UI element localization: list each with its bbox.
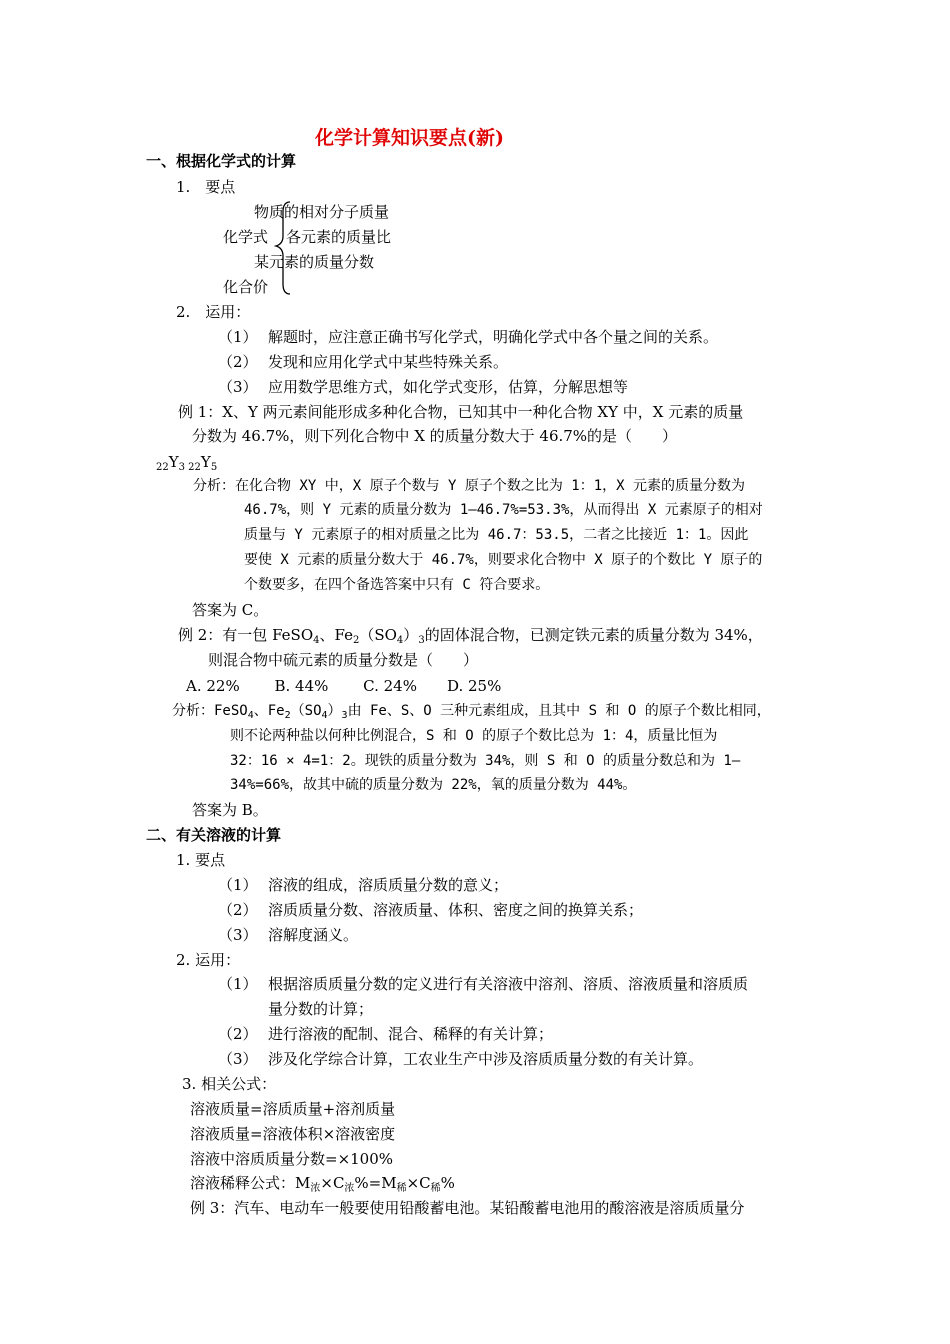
- usage-1-number: （1）: [218, 975, 258, 993]
- section-2-usage-label: 2. 运用：: [176, 951, 241, 969]
- section-2-heading: 二、有关溶液的计算: [146, 826, 282, 844]
- usage-2-number: （2）: [218, 1025, 258, 1043]
- brace-icon: [274, 200, 294, 296]
- point-2-number: （2）: [218, 901, 258, 919]
- example-1-line-1: 例 1：X、Y 两元素间能形成多种化合物，已知其中一种化合物 XY 中，X 元素的质量: [178, 403, 744, 421]
- point-3-text: 溶解度涵义。: [268, 926, 359, 944]
- diagram-left-valence: 化合价: [223, 278, 269, 296]
- diagram-left-formula: 化学式: [223, 228, 269, 246]
- diagram-item-molecular-mass: 物质的相对分子质量: [254, 203, 390, 221]
- analysis-line: 质量与 Y 元素原子的相对质量之比为 46.7：53.5，二者之比接近 1：1。因此: [244, 527, 749, 543]
- section-1-usage-label: 2. 运用：: [176, 303, 251, 321]
- point-1-number: （1）: [218, 876, 258, 894]
- section-2-point-label: 1. 要点: [176, 851, 226, 869]
- analysis-line: 要使 X 元素的质量分数大于 46.7%，则要求化合物中 X 原子的个数比 Y 原子的: [244, 552, 763, 568]
- formula-line: 溶液质量=溶质质量+溶剂质量: [190, 1100, 396, 1118]
- formula-line: 溶液质量=溶液体积×溶液密度: [190, 1125, 396, 1143]
- example-2-answer: 答案为 B。: [192, 801, 268, 819]
- section-1-point-label: 1. 要点: [176, 178, 236, 196]
- usage-1-text: 解题时，应注意正确书写化学式，明确化学式中各个量之间的关系。: [268, 328, 719, 346]
- analysis-line: 则不论两种盐以何种比例混合，S 和 O 的原子个数比总为 1：4，质量比恒为: [230, 728, 718, 744]
- analysis-line: 34%=66%，故其中硫的质量分数为 22%，氧的质量分数为 44%。: [230, 777, 637, 793]
- analysis-line: 分析：FeSO$_4$、$Fe_2(SO_4)_3$由 Fe、S、O 三种元素组成，且其中 S 和 O 的原子个数比相同，: [172, 703, 771, 721]
- analysis-line: 46.7%，则 Y 元素的质量分数为 1—46.7%=53.3%，从而得出 X 元素原子的相对: [244, 502, 763, 518]
- usage-1-text-continued: 量分数的计算；: [268, 1000, 374, 1018]
- usage-3-number: （3）: [218, 1050, 258, 1068]
- usage-3-text: 涉及化学综合计算，工农业生产中涉及溶质质量分数的有关计算。: [268, 1050, 704, 1068]
- usage-1-number: （1）: [218, 328, 258, 346]
- point-1-text: 溶液的组成，溶质质量分数的意义；: [268, 876, 509, 894]
- analysis-line: 分析：在化合物 XY 中，X 原子个数与 Y 原子个数之比为 1：1，X 元素的质量分数为: [193, 478, 746, 494]
- example-3-line-1: 例 3：汽车、电动车一般要使用铅酸蓄电池。某铅酸蓄电池用的酸溶液是溶质质量分: [190, 1199, 745, 1217]
- example-1-options: $_{22}Y_{3 22}Y_5$: [156, 453, 218, 473]
- example-1-line-2: 分数为 46.7%，则下列化合物中 X 的质量分数大于 46.7%的是（ ）: [192, 427, 678, 445]
- usage-3-text: 应用数学思维方式，如化学式变形，估算，分解思想等: [268, 378, 629, 396]
- usage-1-text: 根据溶质质量分数的定义进行有关溶液中溶剂、溶质、溶液质量和溶质质: [268, 975, 749, 993]
- example-2-line-2: 则混合物中硫元素的质量分数是（ ）: [208, 651, 479, 669]
- point-3-number: （3）: [218, 926, 258, 944]
- analysis-line: 个数要多，在四个备选答案中只有 C 符合要求。: [244, 577, 550, 593]
- usage-2-number: （2）: [218, 353, 258, 371]
- dilution-formula: 溶液稀释公式：$M_浓\times C_浓\%=M_稀\times C_稀\%$: [190, 1174, 455, 1194]
- example-1-answer: 答案为 C。: [192, 601, 269, 619]
- example-2-line-1: 例 2：有一包 FeSO$_4$、$Fe_2(SO_4)_3$的固体混合物，已测定铁元素的质量分数为 34%，: [178, 626, 763, 646]
- usage-2-text: 进行溶液的配制、混合、稀释的有关计算；: [268, 1025, 554, 1043]
- point-2-text: 溶质质量分数、溶液质量、体积、密度之间的换算关系；: [268, 901, 644, 919]
- formula-line: 溶液中溶质质量分数=×100%: [190, 1150, 394, 1168]
- formulas-label: 3. 相关公式：: [182, 1075, 277, 1093]
- analysis-line: 32：16 × 4=1：2。现铁的质量分数为 34%，则 S 和 O 的质量分数总和为 1—: [230, 753, 741, 769]
- page-title: 化学计算知识要点(新): [315, 127, 504, 149]
- example-2-options: A. 22% B. 44% C. 24% D. 25%: [186, 677, 502, 695]
- usage-2-text: 发现和应用化学式中某些特殊关系。: [268, 353, 509, 371]
- diagram-item-mass-ratio: 各元素的质量比: [286, 228, 392, 246]
- section-1-heading: 一、根据化学式的计算: [146, 152, 297, 170]
- usage-3-number: （3）: [218, 378, 258, 396]
- diagram-item-mass-fraction: 某元素的质量分数: [254, 253, 375, 271]
